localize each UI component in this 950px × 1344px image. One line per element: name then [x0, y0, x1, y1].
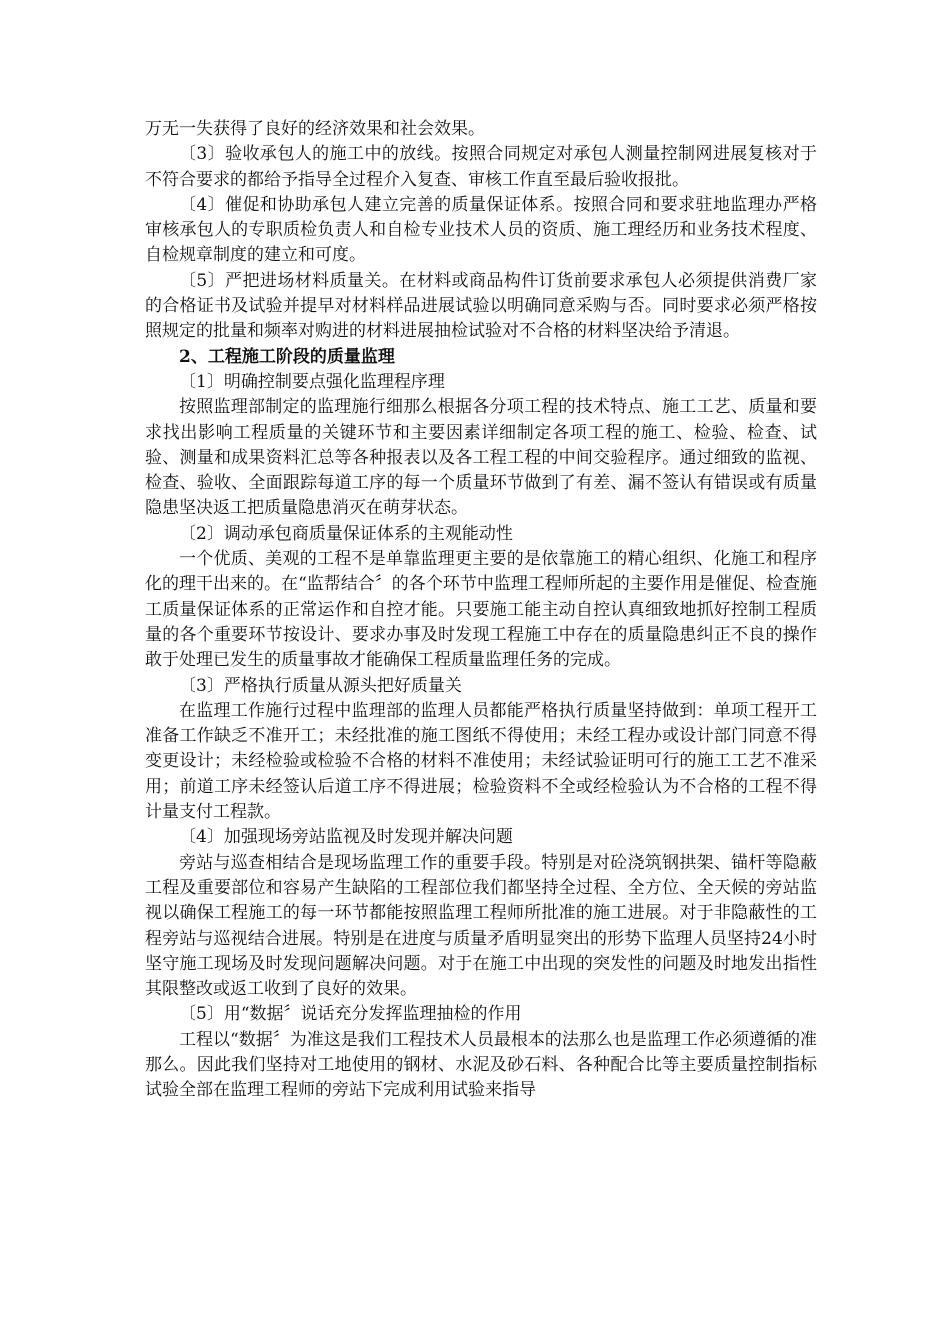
subheading-2-contractor-initiative: 〔2〕调动承包商质量保证体系的主观能动性 [179, 523, 513, 544]
subheading-4-onsite-supervision: 〔4〕加强现场旁站监视及时发现并解决问题 [179, 827, 513, 848]
section-heading-construction-stage: 2、工程施工阶段的质量监理 [179, 346, 395, 367]
paragraph-contractor-initiative-body: 一个优质、美观的工程不是单靠监理更主要的是依靠施工的精心组织、化施工和程序化的理干出来的。在“监帮结合〞的各个环节中监理工程师所起的主要作用是催促、检查施工质量保证体系的正常运作和自控才能。只要施工能主动自控认真细致地抓好控制工程质量的各个重要环节按设计、要求办事及时发现工程施工中存在的质量隐患纠正不良的操作敢于处理已发生的质量事故才能确保工程质量监理任务的完成。 [145, 549, 817, 671]
document-body [145, 117, 817, 1104]
subheading-3-quality-at-source: 〔3〕严格执行质量从源头把好质量关 [179, 675, 462, 696]
paragraph-item-4-quality-system: 〔4〕催促和协助承包人建立完善的质量保证体系。按照合同和要求驻地监理办严格审核承包人的专职质检负责人和自检专业技术人员的资质、施工理经历和业务技术程度、自检规章制度的建立和可度。 [145, 194, 817, 266]
subheading-1-control-points: 〔1〕明确控制要点强化监理程序理 [179, 371, 445, 392]
paragraph-item-3-layout-check: 〔3〕验收承包人的施工中的放线。按照合同规定对承包人测量控制网进展复核对于不符合要求的都给予指导全过程介入复查、审核工作直至最后验收报批。 [145, 144, 817, 190]
paragraph-onsite-supervision-body: 旁站与巡查相结合是现场监理工作的重要手段。特别是对砼浇筑钢拱架、锚杆等隐蔽工程及重要部位和容易产生缺陷的工程部位我们都坚持全过程、全方位、全天候的旁站监视以确保工程施工的每一环节都能按照监理工程师所批准的施工进展。对于非隐蔽性的工程旁站与巡视结合进展。特别是在进度与质量矛盾明显突出的形势下监理人员坚持24小时坚守施工现场及时发现问题解决问题。对于在施工中出现的突发性的问题及时地发出指性其限整改或返工收到了良好的效果。 [145, 852, 817, 1000]
subheading-5-data-driven: 〔5〕用“数据〞说话充分发挥监理抽检的作用 [179, 1004, 522, 1025]
paragraph-quality-at-source-body: 在监理工作施行过程中监理部的监理人员都能严格执行质量坚持做到：单项工程开工准备工作缺乏不准开工；未经批准的施工图纸不得使用；未经工程办或设计部门同意不得变更设计；未经检验或检验不合格的材料不准使用；未经试验证明可行的施工工艺不准采用；前道工序未经签认后道工序不得进展；检验资料不全或经检验认为不合格的工程不得计量支付工程款。 [145, 700, 817, 823]
paragraph-control-points-body: 按照监理部制定的监理施行细那么根据各分项工程的技术特点、施工工艺、质量和要求找出影响工程质量的关键环节和主要因素详细制定各项工程的施工、检验、检查、试验、测量和成果资料汇总等各种报表以及各工程工程的中间交验程序。通过细致的监视、检查、验收、全面跟踪每道工序的每一个质量环节做到了有差、漏不签认有错误或有质量隐患坚决返工把质量隐患消灭在萌芽状态。 [145, 397, 817, 519]
paragraph-intro-continuation: 万无一失获得了良好的经济效果和社会效果。 [145, 119, 485, 139]
paragraph-item-5-material-quality: 〔5〕严把进场材料质量关。在材料或商品构件订货前要求承包人必须提供消费厂家的合格证书及试验并提早对材料样品进展试验以明确同意采购与否。同时要求必须严格按照规定的批量和频率对购进的材料进展抽检试验对不合格的材料坚决给予清退。 [145, 270, 817, 342]
paragraph-data-driven-body: 工程以“数据〞为准这是我们工程技术人员最根本的法那么也是监理工作必须遵循的准那么。因此我们坚持对工地使用的钢材、水泥及砂石料、各种配合比等主要质量控制指标试验全部在监理工程师的旁站下完成利用试验来指导 [145, 1029, 817, 1101]
